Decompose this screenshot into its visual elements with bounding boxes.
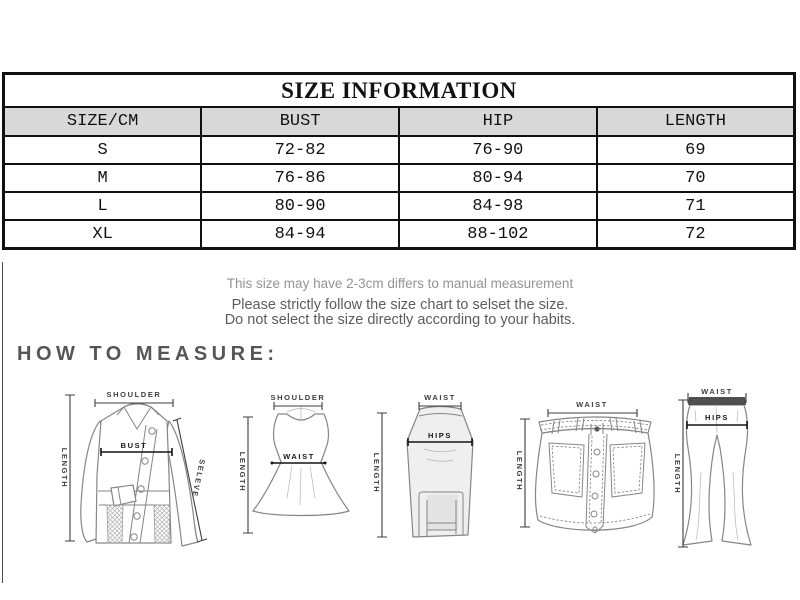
cell-size: M xyxy=(4,164,202,192)
note-line-1: This size may have 2-3cm differs to manual measurement xyxy=(226,276,574,291)
table-title: SIZE INFORMATION xyxy=(4,74,795,108)
cell-length: 72 xyxy=(597,220,795,249)
figure-pants xyxy=(673,387,751,547)
cell-bust: 72-82 xyxy=(201,136,399,164)
pants-waist-label: WAIST xyxy=(701,387,733,396)
figure-pencil-skirt xyxy=(372,393,473,537)
cell-bust: 84-94 xyxy=(201,220,399,249)
table-row-s xyxy=(4,136,795,164)
skirt-length-label: LENGTH xyxy=(372,452,381,494)
note-line-3: Do not select the size directly according to your habits. xyxy=(224,312,576,328)
figure-jacket xyxy=(60,390,207,546)
dress-shoulder-label: SHOULDER xyxy=(270,393,326,402)
figure-dress xyxy=(238,393,349,533)
jacket-bust-label: BUST xyxy=(120,441,148,450)
table-row-xl xyxy=(4,220,795,249)
cell-bust: 76-86 xyxy=(201,164,399,192)
header-size: SIZE/CM xyxy=(4,107,202,136)
cell-size: XL xyxy=(4,220,202,249)
dress-waist-label: WAIST xyxy=(283,452,315,461)
cell-hip: 80-94 xyxy=(399,164,597,192)
pants-hips-label: HIPS xyxy=(705,413,729,422)
cell-hip: 76-90 xyxy=(399,136,597,164)
size-table xyxy=(2,72,796,250)
how-to-measure-heading: HOW TO MEASURE: xyxy=(17,343,279,365)
dress-length-label: LENGTH xyxy=(238,451,247,493)
jacket-length-label: LENGTH xyxy=(60,447,69,489)
size-notes xyxy=(0,276,800,328)
cell-length: 71 xyxy=(597,192,795,220)
skirt-hips-label: HIPS xyxy=(428,431,452,440)
table-row-m xyxy=(4,164,795,192)
figure-mini-skirt xyxy=(515,400,654,533)
jacket-shoulder-label: SHOULDER xyxy=(106,390,162,399)
mini-skirt-length-label: LENGTH xyxy=(515,450,524,492)
table-row-l xyxy=(4,192,795,220)
note-line-2: Please strictly follow the size chart to selset the size. xyxy=(231,297,569,313)
mini-skirt-waist-label: WAIST xyxy=(576,400,608,409)
header-bust: BUST xyxy=(201,107,399,136)
cell-bust: 80-90 xyxy=(201,192,399,220)
how-to-measure-figures xyxy=(0,370,800,600)
pants-length-label: LENGTH xyxy=(673,453,682,495)
skirt-waist-label: WAIST xyxy=(424,393,456,402)
cell-length: 69 xyxy=(597,136,795,164)
cell-length: 70 xyxy=(597,164,795,192)
header-length: LENGTH xyxy=(597,107,795,136)
cell-hip: 84-98 xyxy=(399,192,597,220)
cell-size: L xyxy=(4,192,202,220)
cell-hip: 88-102 xyxy=(399,220,597,249)
table-title-row xyxy=(4,74,795,108)
header-hip: HIP xyxy=(399,107,597,136)
cell-size: S xyxy=(4,136,202,164)
table-header-row xyxy=(4,107,795,136)
jacket-sleeve-label: SELEVE xyxy=(189,458,207,499)
